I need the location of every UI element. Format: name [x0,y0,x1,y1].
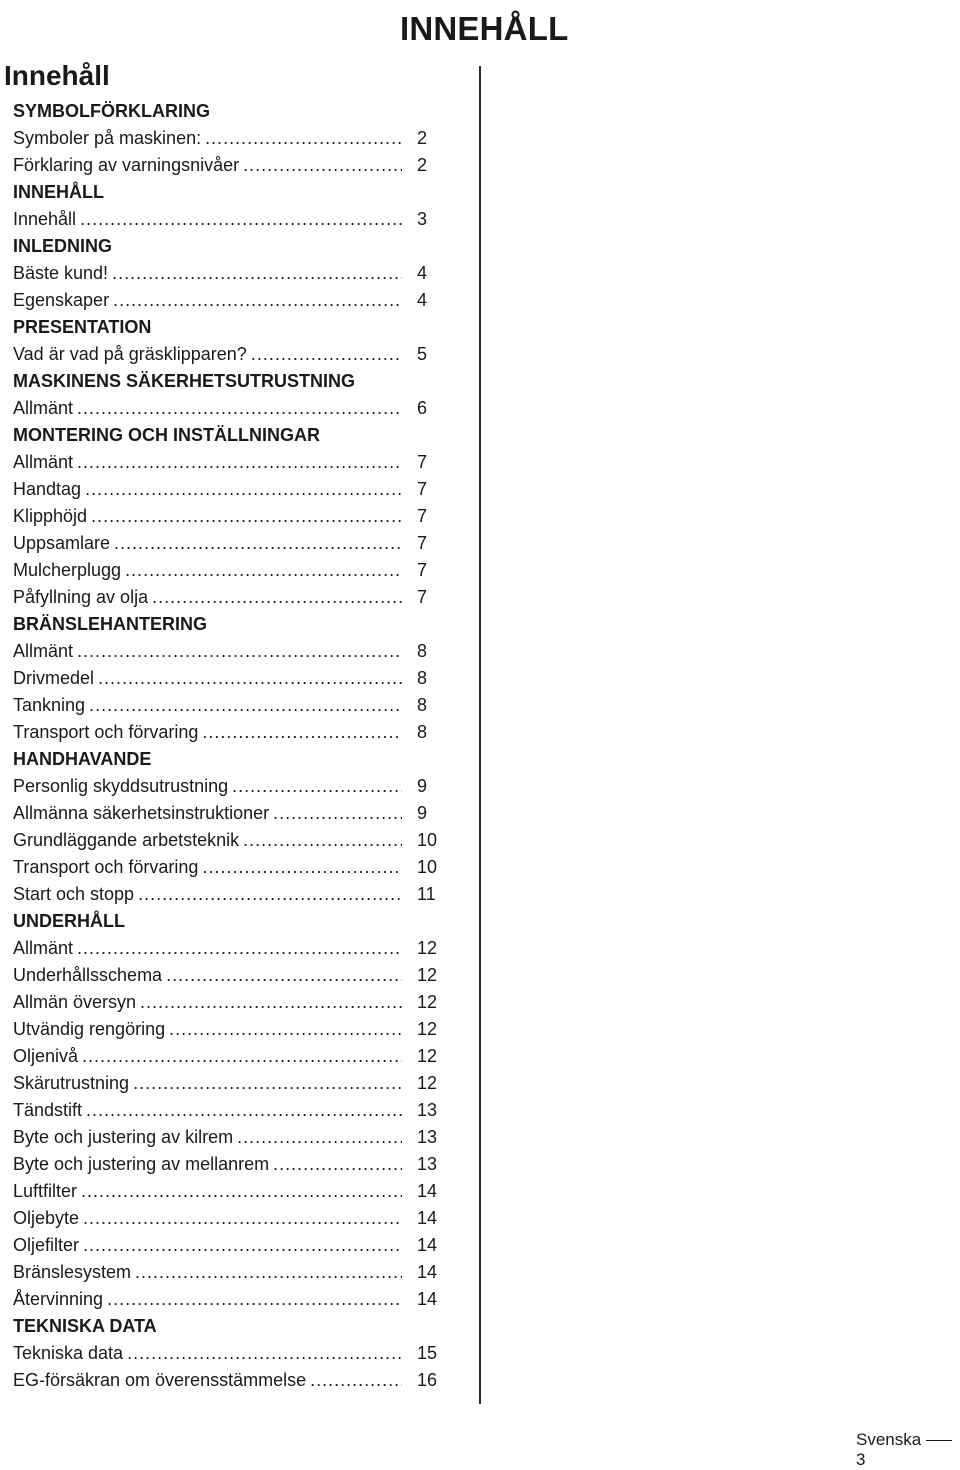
toc-leader-dots [98,665,402,692]
toc-leader-dots [202,719,402,746]
toc-entry-label: Symboler på maskinen: [13,128,202,148]
toc-entry-page: 2 [417,128,428,148]
toc-entry[interactable] [13,827,453,854]
toc-leader-dots [243,827,402,854]
toc-entry[interactable] [13,1367,453,1394]
toc-entry-label: Transport och förvaring [13,722,199,742]
toc-section-title: TEKNISKA DATA [13,1316,157,1336]
toc-entry-page: 10 [417,857,438,877]
page-header-title: INNEHÅLL [400,10,569,47]
toc-leader-dots [83,1232,402,1259]
toc-leader-dots [232,773,402,800]
toc-heading: Innehåll [4,60,110,91]
toc-entry[interactable] [13,800,453,827]
toc-leader-dots [135,1259,402,1286]
toc-entry-page: 2 [417,155,428,175]
toc-entry[interactable] [13,503,453,530]
toc-leader-dots [202,854,402,881]
toc-entry-page: 12 [417,938,438,958]
toc-entry-label: Tekniska data [13,1343,124,1363]
toc-entry-page: 7 [417,587,428,607]
toc-entry[interactable] [13,1340,453,1367]
toc-leader-dots [125,557,402,584]
toc-entry[interactable] [13,584,453,611]
toc-section-title: INLEDNING [13,236,112,256]
toc-entry-label: Byte och justering av kilrem [13,1127,234,1147]
toc-entry-label: Allmänt [13,938,74,958]
toc-leader-dots [81,1178,402,1205]
toc-entry-page: 6 [417,398,428,418]
toc-entry-page: 7 [417,506,428,526]
toc-entry-page: 13 [417,1154,438,1174]
toc-entry[interactable] [13,449,453,476]
toc-entry-page: 13 [417,1127,438,1147]
toc-entry[interactable] [13,476,453,503]
toc-entry[interactable] [13,1124,453,1151]
toc-leader-dots [82,1043,402,1070]
toc-entry-label: Underhållsschema [13,965,163,985]
toc-entry[interactable] [13,557,453,584]
toc-leader-dots [140,989,402,1016]
toc-entry[interactable] [13,962,453,989]
toc-entry-label: Allmänt [13,641,74,661]
toc-entry-label: Allmänna säkerhetsinstruktioner [13,803,270,823]
toc-entry-label: Personlig skyddsutrustning [13,776,229,796]
toc-leader-dots [273,1151,402,1178]
toc-entry-label: Byte och justering av mellanrem [13,1154,270,1174]
toc-leader-dots [86,1097,402,1124]
toc-entry[interactable] [13,1151,453,1178]
toc-leader-dots [112,260,402,287]
toc-leader-dots [251,341,402,368]
toc-entry[interactable] [13,206,453,233]
toc-leader-dots [77,449,402,476]
toc-entry-page: 12 [417,1019,438,1039]
toc-entry-label: Oljebyte [13,1208,80,1228]
toc-leader-dots [166,962,402,989]
toc-leader-dots [205,125,402,152]
toc-entry[interactable] [13,395,453,422]
toc-entry[interactable] [13,260,453,287]
toc-entry-page: 7 [417,560,428,580]
toc-leader-dots [310,1367,402,1394]
toc-entry[interactable] [13,989,453,1016]
toc-entry-page: 16 [417,1370,438,1390]
toc-entry-page: 12 [417,1046,438,1066]
toc-entry-page: 7 [417,479,428,499]
toc-entry-page: 15 [417,1343,438,1363]
toc-leader-dots [237,1124,402,1151]
toc-entry-page: 11 [417,884,436,904]
toc-entry-label: Allmänt [13,452,74,472]
toc-leader-dots [83,1205,402,1232]
toc-entry-page: 4 [417,290,428,310]
toc-entry-page: 14 [417,1289,438,1309]
toc-section-title: MASKINENS SÄKERHETSUTRUSTNING [13,371,356,391]
toc-section-title: PRESENTATION [13,317,152,337]
toc-leader-dots [133,1070,402,1097]
toc-entry-label: Utvändig rengöring [13,1019,166,1039]
toc-entry-page: 8 [417,695,428,715]
toc-leader-dots [138,881,402,908]
toc-leader-dots [77,395,402,422]
toc-leader-dots [80,206,402,233]
toc-entry-label: Klipphöjd [13,506,88,526]
toc-leader-dots [91,503,402,530]
toc-entry-page: 4 [417,263,428,283]
toc-section-title: INNEHÅLL [13,182,104,202]
toc-entry[interactable] [13,1097,453,1124]
toc-entry-page: 7 [417,533,428,553]
toc-entry[interactable] [13,1286,453,1313]
toc-entry[interactable] [13,1070,453,1097]
toc-entry[interactable] [13,1178,453,1205]
toc-entry-label: Start och stopp [13,884,135,904]
toc-entry-label: Tändstift [13,1100,83,1120]
toc-entry-label: Vad är vad på gräsklipparen? [13,344,247,364]
toc-entry-page: 9 [417,776,428,796]
toc-entry-page: 10 [417,830,438,850]
toc-entry-label: Egenskaper [13,290,110,310]
toc-entry-label: Tankning [13,695,86,715]
toc-entry-page: 12 [417,965,438,985]
toc-entry-label: Oljenivå [13,1046,79,1066]
toc-entry[interactable] [13,773,453,800]
toc-entry-page: 14 [417,1235,438,1255]
toc-entry[interactable] [13,530,453,557]
toc-entry-label: Allmän översyn [13,992,137,1012]
toc-leader-dots [169,1016,402,1043]
toc-leader-dots [152,584,402,611]
toc-entry-page: 14 [417,1208,438,1228]
toc-entry[interactable] [13,935,453,962]
toc-leader-dots [89,692,402,719]
toc-leader-dots [127,1340,402,1367]
toc-entry-label: Luftfilter [13,1181,78,1201]
toc-entry-page: 7 [417,452,428,472]
toc-leader-dots [107,1286,402,1313]
toc-leader-dots [77,638,402,665]
toc-leader-dots [77,935,402,962]
toc-section-title: HANDHAVANDE [13,749,152,769]
toc-entry-page: 12 [417,992,438,1012]
toc-entry-label: Drivmedel [13,668,95,688]
toc-entry-page: 14 [417,1181,438,1201]
toc-entry[interactable] [13,692,453,719]
table-of-contents [13,98,453,1394]
toc-entry-page: 8 [417,641,428,661]
toc-entry[interactable] [13,1232,453,1259]
toc-entry[interactable] [13,341,453,368]
toc-entry[interactable] [13,1205,453,1232]
footer-page-number: 3 [856,1450,866,1469]
toc-entry[interactable] [13,125,453,152]
toc-leader-dots [85,476,402,503]
toc-entry[interactable] [13,152,453,179]
toc-entry-label: EG-försäkran om överensstämmelse [13,1370,307,1390]
toc-leader-dots [273,800,402,827]
toc-entry-label: Återvinning [13,1289,104,1309]
toc-leader-dots [243,152,402,179]
toc-entry-page: 3 [417,209,428,229]
toc-entry[interactable] [13,665,453,692]
toc-section-title: UNDERHÅLL [13,911,125,931]
page-footer [856,1430,960,1470]
toc-entry-label: Skärutrustning [13,1073,130,1093]
toc-entry[interactable] [13,1259,453,1286]
toc-entry-label: Allmänt [13,398,74,418]
toc-entry[interactable] [13,854,453,881]
toc-entry-label: Bränslesystem [13,1262,132,1282]
toc-entry-page: 13 [417,1100,438,1120]
toc-entry-label: Oljefilter [13,1235,80,1255]
toc-entry-label: Förklaring av varningsnivåer [13,155,240,175]
toc-entry[interactable] [13,719,453,746]
toc-section-title: MONTERING OCH INSTÄLLNINGAR [13,425,320,445]
toc-leader-dots [114,530,402,557]
toc-entry-label: Uppsamlare [13,533,111,553]
toc-entry-label: Grundläggande arbetsteknik [13,830,240,850]
toc-entry[interactable] [13,1043,453,1070]
toc-entry[interactable] [13,881,453,908]
toc-entry-page: 9 [417,803,428,823]
footer-separator [926,1440,952,1441]
toc-section-title: BRÄNSLEHANTERING [13,614,208,634]
column-divider [479,66,481,1404]
toc-entry-label: Påfyllning av olja [13,587,149,607]
toc-entry-page: 14 [417,1262,438,1282]
toc-leader-dots [113,287,402,314]
toc-entry-label: Innehåll [13,209,77,229]
toc-entry-label: Bäste kund! [13,263,109,283]
toc-entry[interactable] [13,638,453,665]
toc-entry[interactable] [13,1016,453,1043]
toc-entry-label: Transport och förvaring [13,857,199,877]
toc-entry[interactable] [13,287,453,314]
toc-entry-page: 8 [417,722,428,742]
toc-section-title: SYMBOLFÖRKLARING [13,101,210,121]
toc-entry-page: 12 [417,1073,438,1093]
toc-entry-page: 8 [417,668,428,688]
toc-entry-page: 5 [417,344,428,364]
footer-language: Svenska [856,1430,922,1449]
toc-entry-label: Handtag [13,479,82,499]
toc-entry-label: Mulcherplugg [13,560,122,580]
